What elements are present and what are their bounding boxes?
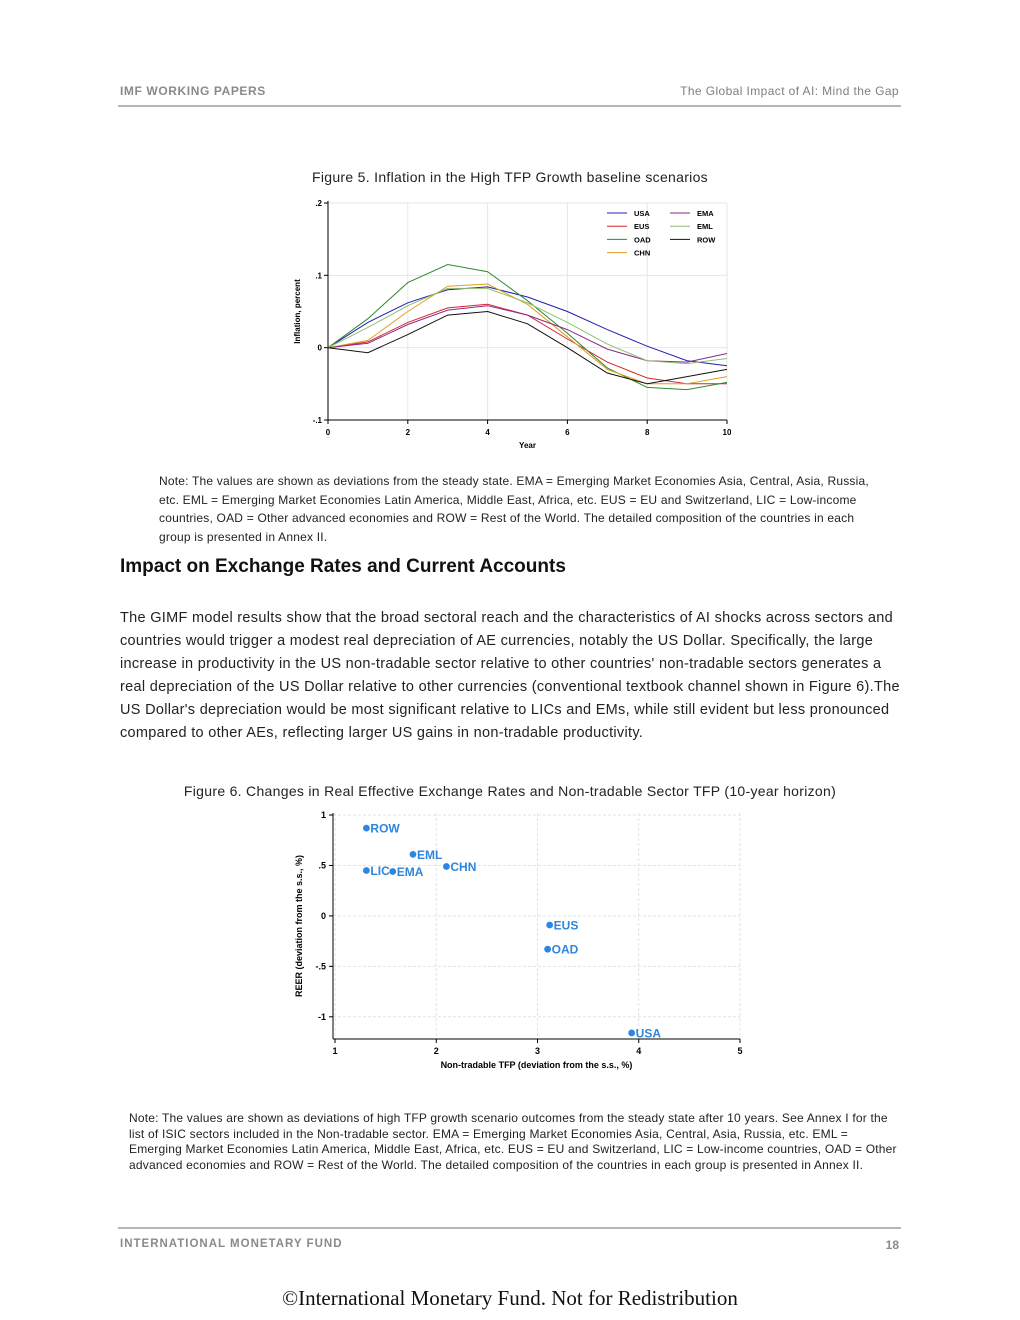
figure5-title: Figure 5. Inflation in the High TFP Growth baseline scenarios: [312, 169, 708, 185]
x-axis-label: Non-tradable TFP (deviation from the s.s., %): [440, 1060, 633, 1070]
point-label-eml: EML: [416, 847, 443, 862]
figure5-line-chart: [280, 195, 750, 460]
x-tick-label: 4: [485, 428, 490, 437]
x-tick-label: 4: [636, 1046, 642, 1056]
page-number: 18: [885, 1238, 899, 1252]
legend-label-chn: CHN: [634, 248, 651, 258]
y-tick-label: .2: [315, 199, 322, 208]
x-tick-label: 1: [332, 1046, 338, 1056]
point-label-eus: EUS: [553, 918, 579, 933]
series-line-oad: [328, 265, 727, 390]
scatter-point-eml: [410, 851, 417, 858]
y-axis-label: REER (deviation from the s.s., %): [294, 854, 304, 998]
section-heading: Impact on Exchange Rates and Current Accounts: [120, 556, 566, 577]
figure6-title: Figure 6. Changes in Real Effective Exchange Rates and Non-tradable Sector TFP (10-year horizon): [183, 783, 837, 799]
scatter-point-lic: [363, 867, 370, 874]
running-header-series: IMF WORKING PAPERS: [120, 84, 266, 98]
footer-org: INTERNATIONAL MONETARY FUND: [120, 1238, 343, 1250]
y-tick-label: -.5: [315, 961, 326, 972]
point-label-usa: USA: [635, 1026, 662, 1041]
y-tick-label: -1: [317, 1011, 326, 1022]
y-tick-label: 1: [320, 810, 326, 821]
x-axis-label: Year: [519, 441, 536, 450]
header-rule: [118, 105, 901, 107]
x-tick-label: 6: [565, 428, 570, 437]
scatter-point-eus: [546, 922, 553, 929]
scatter-point-row: [363, 825, 370, 832]
point-label-chn: CHN: [450, 859, 477, 874]
point-label-ema: EMA: [396, 865, 424, 880]
x-tick-label: 0: [325, 428, 331, 437]
figure6-note: Note: The values are shown as deviations of high TFP growth scenario outcomes from the steady state after 10 years. See Annex I for the list of ISIC sectors included in the Non-tradable sector. EMA = Emerging Market Economies Asia, Central, Asia, Russia, etc. EML = Emerging Market Economies Latin America, Middle East, Africa, etc. EUS = EU and Switzerland, LIC = Low-income countries, OAD = Other advanced economies and ROW = Rest of the World. The detailed composition of the countries in each group is presented in Annex II.: [129, 1111, 897, 1172]
legend-label-oad: OAD: [634, 235, 651, 245]
point-label-row: ROW: [370, 821, 400, 836]
footer-rule: [118, 1227, 901, 1229]
scatter-point-ema: [389, 868, 396, 875]
y-tick-label: 0: [317, 343, 322, 353]
legend-label-ema: EMA: [697, 209, 714, 218]
x-tick-label: 5: [737, 1046, 743, 1056]
legend-label-usa: USA: [634, 209, 650, 218]
y-tick-label: .1: [315, 271, 322, 281]
scatter-point-oad: [544, 946, 551, 953]
scatter-point-chn: [443, 863, 450, 870]
body-paragraph: The GIMF model results show that the broad sectoral reach and the characteristics of AI shocks across sectors and countries would trigger a modest real depreciation of AE currencies, notably the US Dollar. Specifically, the large increase in productivity in the US non-tradable sector relative to other countries' non-tradable sectors generates a real depreciation of the US Dollar relative to other currencies (conventional textbook channel shown in Figure 6).The US Dollar's depreciation would be most significant relative to LICs and EMs, while still evident but less pronounced compared to other AEs, reflecting larger US gains in non-tradable productivity.: [120, 610, 900, 741]
y-tick-label: 0: [320, 910, 326, 921]
legend-label-eml: EML: [697, 222, 713, 232]
legend-label-eus: EUS: [634, 222, 650, 232]
running-header-title: The Global Impact of AI: Mind the Gap: [680, 84, 899, 98]
y-axis-label: Inflation, percent: [293, 279, 302, 344]
point-label-oad: OAD: [551, 942, 579, 957]
copyright-notice: ©International Monetary Fund. Not for Redistribution: [282, 1286, 738, 1310]
x-tick-label: 3: [535, 1046, 541, 1056]
x-tick-label: 2: [433, 1046, 439, 1056]
x-tick-label: 2: [405, 428, 411, 437]
y-tick-label: -.1: [312, 416, 322, 425]
x-tick-label: 8: [644, 428, 650, 437]
point-label-lic: LIC: [370, 864, 390, 879]
scatter-point-usa: [628, 1030, 635, 1037]
y-tick-label: .5: [318, 860, 326, 871]
legend-label-row: ROW: [697, 235, 716, 245]
figure5-note: Note: The values are shown as deviations from the steady state. EMA = Emerging Market Economies Asia, Central, Asia, Russia, etc. EML = Emerging Market Economies Latin America, Middle East, Africa, etc. EUS = EU and Switzerland, LIC = Low-income countries, OAD = Other advanced economies and ROW = Rest of the World. The detailed composition of the countries in each group is presented in Annex II.: [159, 474, 869, 544]
x-tick-label: 10: [722, 428, 732, 437]
figure6-scatter-chart: [280, 808, 760, 1078]
